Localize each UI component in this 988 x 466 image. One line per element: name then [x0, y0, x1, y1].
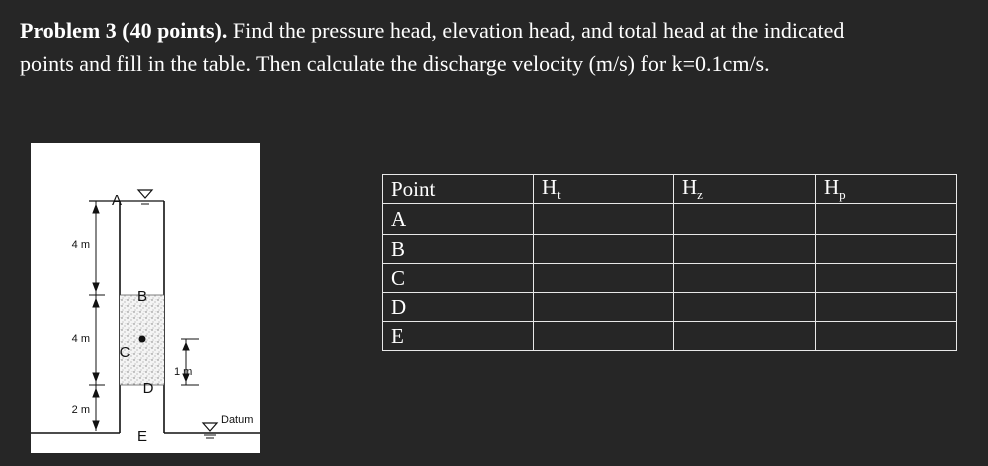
left-dimension-line	[89, 201, 105, 431]
cell-a-ht[interactable]	[534, 204, 674, 235]
table-row	[383, 322, 957, 351]
table-row	[383, 264, 957, 293]
problem-title: Problem 3 (40 points).	[20, 18, 228, 43]
point-a: A	[383, 204, 534, 235]
cell-d-hz[interactable]	[674, 293, 816, 322]
header-elevation-head: $H_z$	[674, 175, 816, 204]
cell-c-hz[interactable]	[674, 264, 816, 293]
label-b: B	[136, 288, 148, 305]
cell-b-ht[interactable]	[534, 235, 674, 264]
cell-a-hz[interactable]	[674, 204, 816, 235]
cell-b-hp[interactable]	[816, 235, 957, 264]
label-d: D	[142, 380, 154, 397]
head-table	[382, 174, 957, 351]
header-total-head: $H_t$	[534, 175, 674, 204]
soil-column-figure	[31, 143, 260, 453]
label-datum: Datum	[221, 414, 254, 426]
datum-water-level-icon	[203, 423, 217, 438]
dimension-right: 1 m	[174, 366, 193, 378]
table-row	[383, 235, 957, 264]
table-header-row	[383, 175, 957, 204]
cell-a-hp[interactable]	[816, 204, 957, 235]
point-c: C	[383, 264, 534, 293]
problem-statement-line1: Find the pressure head, elevation head, and total head at the indicated	[227, 18, 845, 43]
water-level-icon	[138, 190, 152, 204]
cell-e-ht[interactable]	[534, 322, 674, 351]
point-c-marker	[139, 336, 146, 343]
cell-c-ht[interactable]	[534, 264, 674, 293]
dimension-bottom: 2 m	[71, 404, 90, 416]
table-row	[383, 293, 957, 322]
cell-e-hz[interactable]	[674, 322, 816, 351]
point-d: D	[383, 293, 534, 322]
problem-statement-line2: points and fill in the table. Then calculate the discharge velocity (m/s) for k=0.1cm/s.	[20, 51, 770, 76]
label-a: A	[111, 192, 123, 209]
header-pressure-head: $H_p$	[816, 175, 957, 204]
table-row	[383, 204, 957, 235]
cell-b-hz[interactable]	[674, 235, 816, 264]
right-dimension-line	[181, 339, 199, 385]
point-e: E	[383, 322, 534, 351]
point-b: B	[383, 235, 534, 264]
dimension-top: 4 m	[71, 239, 90, 251]
cell-e-hp[interactable]	[816, 322, 957, 351]
soil-column-diagram	[31, 143, 260, 453]
cell-d-hp[interactable]	[816, 293, 957, 322]
cell-c-hp[interactable]	[816, 264, 957, 293]
header-point: Point	[383, 175, 534, 204]
label-c: C	[119, 344, 131, 361]
dimension-middle: 4 m	[71, 333, 90, 345]
cell-d-ht[interactable]	[534, 293, 674, 322]
label-e: E	[136, 428, 148, 445]
problem-statement	[20, 14, 970, 80]
